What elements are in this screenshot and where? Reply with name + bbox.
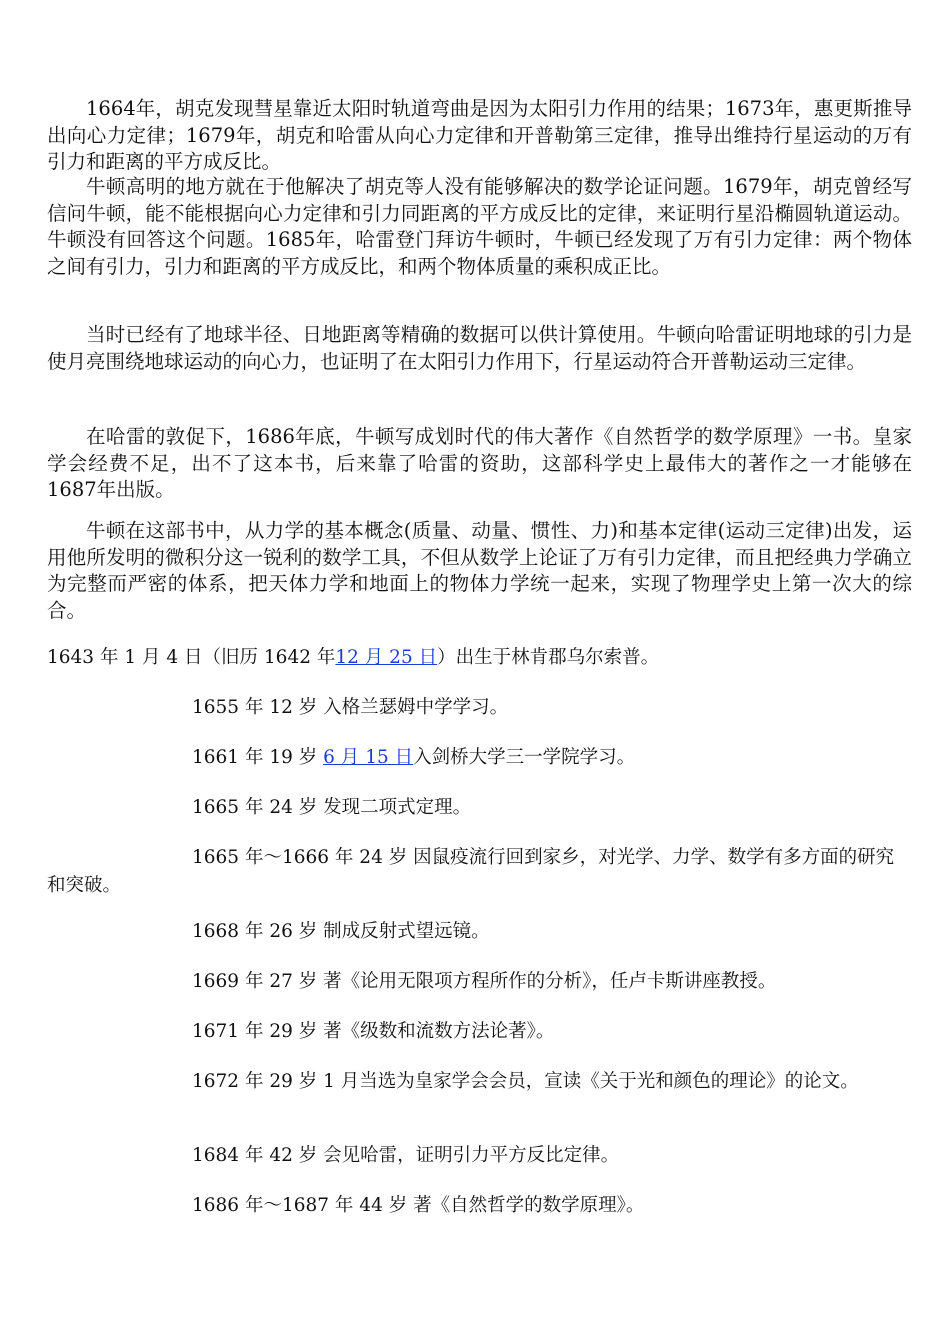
birth-text-before: 1643 年 1 月 4 日（旧历 1642 年 (47, 647, 336, 668)
timeline-item-1668: 1668 年 26 岁 制成反射式望远镜。 (192, 921, 490, 942)
birth-text-after: ）出生于林肯郡乌尔索普。 (437, 647, 660, 668)
birth-line (47, 644, 912, 672)
timeline-item-1686-1687: 1686 年～1687 年 44 岁 著《自然哲学的数学原理》。 (192, 1195, 645, 1216)
paragraph-earth-data: 当时已经有了地球半径、日地距离等精确的数据可以供计算使用。牛顿向哈雷证明地球的引力是使月亮围绕地球运动的向心力，也证明了在太阳引力作用下，行星运动符合开普勒运动三定律。 (47, 323, 912, 373)
paragraph-newton-proof: 牛顿高明的地方就在于他解决了胡克等人没有能够解决的数学论证问题。1679年，胡克曾经写信问牛顿，能不能根据向心力定律和引力同距离的平方成反比的定律，来证明行星沿椭圆轨道运动。牛顿没有回答这个问题。1685年，哈雷登门拜访牛顿时，牛顿已经发现了万有引力定律：两个物体之间有引力，引力和距离的平方成反比，和两个物体质量的乘积成正比。 (47, 175, 912, 278)
birth-date-link[interactable]: 12 月 25 日 (335, 647, 438, 668)
paragraph-hooke-huygens: 1664年，胡克发现彗星靠近太阳时轨道弯曲是因为太阳引力作用的结果；1673年，惠更斯推导出向心力定律；1679年，胡克和哈雷从向心力定律和开普勒第三定律，推导出维持行星运动的万有引力和距离的平方成反比。 (47, 97, 912, 173)
june-15-link[interactable]: 6 月 15 日 (323, 747, 414, 768)
timeline-item-1669: 1669 年 27 岁 著《论用无限项方程所作的分析》，任卢卡斯讲座教授。 (192, 971, 777, 992)
timeline-item-1655: 1655 年 12 岁 入格兰瑟姆中学学习。 (192, 697, 509, 718)
paragraph-principia-publication: 在哈雷的敦促下，1686年底，牛顿写成划时代的伟大著作《自然哲学的数学原理》一书。皇家学会经费不足，出不了这本书，后来靠了哈雷的资助，这部科学史上最伟大的著作之一才能够在1687年出版。 (47, 425, 912, 501)
timeline-item-1665-1666: 1665 年～1666 年 24 岁 因鼠疫流行回到家乡，对光学、力学、数学有多方面的研究和突破。 (47, 847, 895, 896)
timeline-item-1665: 1665 年 24 岁 发现二项式定理。 (192, 797, 472, 818)
timeline-item-1672: 1672 年 29 岁 1 月当选为皇家学会会员，宣读《关于光和颜色的理论》的论文。 (192, 1071, 859, 1092)
timeline-1661-after: 入剑桥大学三一学院学习。 (413, 747, 636, 768)
timeline-item-1671: 1671 年 29 岁 著《级数和流数方法论著》。 (192, 1021, 555, 1042)
paragraph-principia-content: 牛顿在这部书中，从力学的基本概念(质量、动量、惯性、力)和基本定律(运动三定律)出发，运用他所发明的微积分这一锐利的数学工具，不但从数学上论证了万有引力定律，而且把经典力学确立为完整而严密的体系，把天体力学和地面上的物体力学统一起来，实现了物理学史上第一次大的综合。 (47, 519, 912, 622)
timeline-1661-before: 1661 年 19 岁 (192, 747, 324, 768)
timeline-item-1661 (47, 744, 912, 772)
timeline-item-1684: 1684 年 42 岁 会见哈雷，证明引力平方反比定律。 (192, 1145, 620, 1166)
